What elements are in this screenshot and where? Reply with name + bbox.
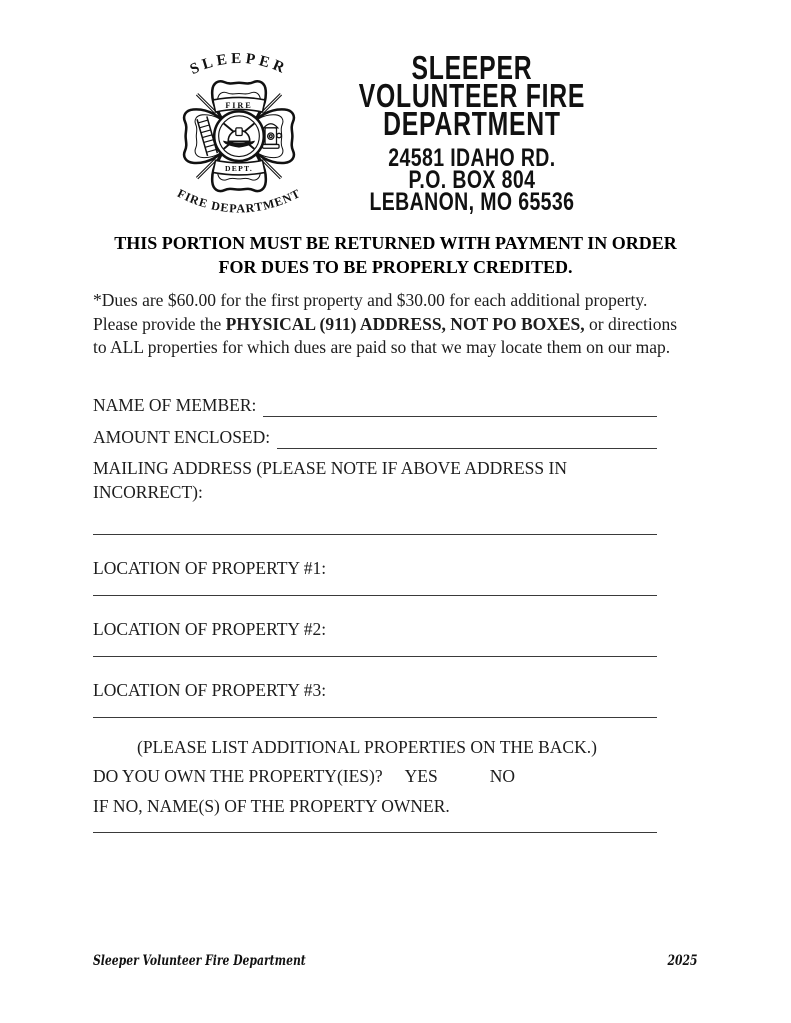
banner-fire <box>212 97 264 112</box>
banner-dept-text: DEPT. <box>224 164 253 174</box>
mailing-address-field[interactable] <box>93 534 657 535</box>
logo-arc-bottom-text: FIRE DEPARTMENT <box>174 186 303 216</box>
dues-instructions-part1: *Dues are $60.00 for the first property and $30.00 for each additional property. Please provide the <box>93 290 648 334</box>
name-of-member-label: NAME OF MEMBER: <box>93 394 257 415</box>
dues-instructions-part2: or directions to ALL properties for which dues are paid so that we may locate them on our map. <box>93 313 678 357</box>
department-title-block <box>321 48 623 216</box>
banner-fire-text: FIRE <box>224 101 253 111</box>
dues-instructions <box>93 289 679 360</box>
additional-properties-note: (PLEASE LIST ADDITIONAL PROPERTIES ON THE BACK.) <box>137 736 597 757</box>
dues-form <box>93 393 677 833</box>
amount-enclosed-field[interactable] <box>277 426 657 449</box>
title-line-2: VOLUNTEER FIRE <box>358 76 585 114</box>
letterhead <box>0 0 791 222</box>
property-1-field[interactable] <box>93 595 657 596</box>
page-footer <box>93 953 698 969</box>
title-line-1: SLEEPER <box>411 48 532 86</box>
no-option[interactable]: NO <box>489 765 515 786</box>
name-of-member-field[interactable] <box>263 394 657 417</box>
property-2-field[interactable] <box>93 656 657 657</box>
title-line-3: DEPARTMENT <box>382 104 561 142</box>
return-notice <box>0 231 791 279</box>
return-notice-line-2: FOR DUES TO BE PROPERLY CREDITED. <box>218 257 573 277</box>
mailing-address-label-line-2: INCORRECT): <box>93 481 203 502</box>
property-3-label: LOCATION OF PROPERTY #3: <box>93 679 327 700</box>
banner-dept <box>212 160 264 175</box>
property-3-field[interactable] <box>93 717 657 718</box>
property-owner-label: IF NO, NAME(S) OF THE PROPERTY OWNER. <box>93 795 450 816</box>
address-block <box>321 143 623 216</box>
footer-department-name: Sleeper Volunteer Fire Department <box>93 953 306 969</box>
center-emblem <box>214 111 264 161</box>
mailing-address-label <box>93 456 677 504</box>
ownership-question-row <box>93 764 677 788</box>
fire-department-maltese-cross-logo <box>169 44 309 222</box>
logo-arc-top-text: SLEEPER <box>186 50 291 79</box>
amount-enclosed-label: AMOUNT ENCLOSED: <box>93 426 271 447</box>
address-line-1: 24581 IDAHO RD. <box>387 143 556 172</box>
name-of-member-row <box>93 393 677 417</box>
footer-year: 2025 <box>667 953 698 969</box>
address-line-2: P.O. BOX 804 <box>408 165 535 194</box>
dues-instructions-bold: PHYSICAL (911) ADDRESS, NOT PO BOXES, <box>225 313 585 334</box>
ownership-question-label: DO YOU OWN THE PROPERTY(IES)? <box>93 765 383 786</box>
yes-option[interactable]: YES <box>404 765 438 786</box>
property-2-label: LOCATION OF PROPERTY #2: <box>93 618 327 639</box>
return-notice-line-1: THIS PORTION MUST BE RETURNED WITH PAYMENT IN ORDER <box>114 233 677 253</box>
property-1-label: LOCATION OF PROPERTY #1: <box>93 557 327 578</box>
property-owner-field[interactable] <box>93 832 657 833</box>
address-line-3: LEBANON, MO 65536 <box>369 187 574 216</box>
mailing-address-label-line-1: MAILING ADDRESS (PLEASE NOTE IF ABOVE ADDRESS IN <box>93 457 567 478</box>
amount-enclosed-row <box>93 425 677 449</box>
